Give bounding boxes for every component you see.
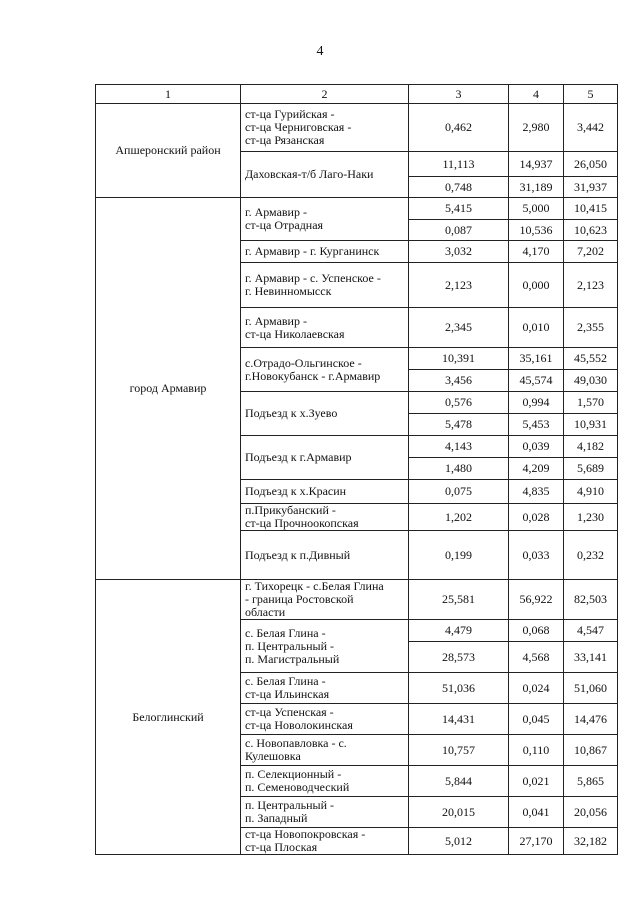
route-cell xyxy=(241,620,409,673)
value-cell-col-3: 5,012 xyxy=(409,828,509,855)
value-cell-col-3: 25,581 xyxy=(409,580,509,620)
route-cell xyxy=(241,504,409,531)
value-cell-col-3: 0,576 xyxy=(409,392,509,414)
value-cell-col-5: 31,937 xyxy=(564,177,618,198)
value-cell-col-3: 14,431 xyxy=(409,704,509,735)
value-cell-col-4: 0,033 xyxy=(509,531,564,580)
route-name-line: п.Прикубанский - xyxy=(245,503,336,517)
value-cell-col-5: 1,570 xyxy=(564,392,618,414)
value-cell-col-5: 14,476 xyxy=(564,704,618,735)
value-cell-col-5: 82,503 xyxy=(564,580,618,620)
value-cell-col-5: 26,050 xyxy=(564,152,618,177)
route-name-line: Подъезд к х.Красин xyxy=(245,484,347,498)
value-cell-col-3: 28,573 xyxy=(409,642,509,673)
route-name-line: п. Центральный - xyxy=(245,638,335,653)
value-cell-col-4: 0,110 xyxy=(509,735,564,766)
header-col-2: 2 xyxy=(241,85,409,104)
route-name-line: ст-ца Новопокровская - xyxy=(245,827,366,841)
value-cell-col-4: 45,574 xyxy=(509,370,564,392)
value-cell-col-3: 3,456 xyxy=(409,370,509,392)
route-cell xyxy=(241,480,409,504)
value-cell-col-5: 0,232 xyxy=(564,531,618,580)
route-cell xyxy=(241,673,409,704)
route-cell xyxy=(241,152,409,198)
value-cell-col-4: 10,536 xyxy=(509,220,564,241)
value-cell-col-3: 0,462 xyxy=(409,104,509,152)
value-cell-col-3: 10,391 xyxy=(409,348,509,370)
value-cell-col-5: 10,931 xyxy=(564,414,618,436)
district-cell: город Армавир xyxy=(96,198,241,580)
route-cell xyxy=(241,241,409,263)
value-cell-col-4: 0,068 xyxy=(509,620,564,642)
route-name-line: г. Армавир - г. Курганинск xyxy=(245,244,380,258)
value-cell-col-4: 2,980 xyxy=(509,104,564,152)
route-name-line: Подъезд к г.Армавир xyxy=(245,450,352,464)
route-name-line: - граница Ростовской xyxy=(245,592,354,606)
value-cell-col-5: 2,123 xyxy=(564,263,618,308)
value-cell-col-5: 2,355 xyxy=(564,308,618,348)
route-name-line: ст-ца Плоская xyxy=(245,840,318,854)
value-cell-col-4: 0,039 xyxy=(509,436,564,458)
value-cell-col-4: 5,453 xyxy=(509,414,564,436)
value-cell-col-3: 11,113 xyxy=(409,152,509,177)
header-row xyxy=(96,85,618,104)
route-name-line: области xyxy=(245,605,286,619)
route-cell xyxy=(241,735,409,766)
route-cell xyxy=(241,308,409,348)
route-name-line: п. Семеноводческий xyxy=(245,780,350,794)
route-cell xyxy=(241,531,409,580)
route-name-line: ст-ца Гурийская - xyxy=(245,107,335,121)
value-cell-col-4: 27,170 xyxy=(509,828,564,855)
route-name-line: п. Магистральный xyxy=(245,651,340,666)
route-name-line: ст-ца Ильинская xyxy=(245,687,330,701)
value-cell-col-4: 0,045 xyxy=(509,704,564,735)
value-cell-col-3: 5,478 xyxy=(409,414,509,436)
route-name-line: ст-ца Черниговская - xyxy=(245,120,352,134)
route-cell xyxy=(241,348,409,392)
table-row xyxy=(96,104,618,152)
value-cell-col-3: 20,015 xyxy=(409,797,509,828)
value-cell-col-5: 32,182 xyxy=(564,828,618,855)
route-cell xyxy=(241,797,409,828)
value-cell-col-4: 5,000 xyxy=(509,198,564,220)
route-name-line: Подъезд к п.Дивный xyxy=(245,547,351,562)
route-name-line: Даховская-т/б Лаго-Наки xyxy=(245,167,374,181)
value-cell-col-3: 2,345 xyxy=(409,308,509,348)
route-name-line: Подъезд к х.Зуево xyxy=(245,406,338,420)
value-cell-col-5: 5,865 xyxy=(564,766,618,797)
value-cell-col-5: 45,552 xyxy=(564,348,618,370)
value-cell-col-4: 0,021 xyxy=(509,766,564,797)
value-cell-col-3: 51,036 xyxy=(409,673,509,704)
value-cell-col-4: 4,170 xyxy=(509,241,564,263)
district-cell: Белоглинский xyxy=(96,580,241,855)
value-cell-col-5: 4,547 xyxy=(564,620,618,642)
route-name-line: г. Невинномысск xyxy=(245,284,332,298)
value-cell-col-4: 4,209 xyxy=(509,458,564,480)
value-cell-col-5: 51,060 xyxy=(564,673,618,704)
route-name-line: г.Новокубанск - г.Армавир xyxy=(245,368,381,383)
route-cell xyxy=(241,263,409,308)
table-row xyxy=(96,198,618,220)
header-col-5: 5 xyxy=(564,85,618,104)
value-cell-col-5: 49,030 xyxy=(564,370,618,392)
route-name-line: с. Белая Глина - xyxy=(245,674,326,688)
route-name-line: ст-ца Прочноокопская xyxy=(245,516,359,530)
value-cell-col-5: 7,202 xyxy=(564,241,618,263)
value-cell-col-4: 31,189 xyxy=(509,177,564,198)
page-number: 4 xyxy=(316,44,324,59)
route-name-line: г. Армавир - xyxy=(245,313,307,328)
value-cell-col-4: 0,041 xyxy=(509,797,564,828)
value-cell-col-5: 4,910 xyxy=(564,480,618,504)
route-name-line: ст-ца Отрадная xyxy=(245,218,324,232)
value-cell-col-3: 0,075 xyxy=(409,480,509,504)
value-cell-col-5: 33,141 xyxy=(564,642,618,673)
value-cell-col-3: 3,032 xyxy=(409,241,509,263)
route-name-line: п. Западный xyxy=(245,811,308,825)
value-cell-col-3: 2,123 xyxy=(409,263,509,308)
route-cell xyxy=(241,766,409,797)
value-cell-col-5: 1,230 xyxy=(564,504,618,531)
header-col-3: 3 xyxy=(409,85,509,104)
value-cell-col-5: 10,415 xyxy=(564,198,618,220)
value-cell-col-5: 5,689 xyxy=(564,458,618,480)
route-cell xyxy=(241,436,409,480)
route-cell xyxy=(241,580,409,620)
route-cell xyxy=(241,392,409,436)
header-col-4: 4 xyxy=(509,85,564,104)
route-cell xyxy=(241,704,409,735)
value-cell-col-5: 3,442 xyxy=(564,104,618,152)
value-cell-col-4: 0,000 xyxy=(509,263,564,308)
route-name-line: ст-ца Успенская - xyxy=(245,705,334,719)
route-name-line: ст-ца Новолокинская xyxy=(245,718,353,732)
value-cell-col-3: 5,844 xyxy=(409,766,509,797)
route-name-line: с. Белая Глина - xyxy=(245,625,326,640)
value-cell-col-3: 1,202 xyxy=(409,504,509,531)
route-cell xyxy=(241,828,409,855)
value-cell-col-4: 56,922 xyxy=(509,580,564,620)
value-cell-col-3: 1,480 xyxy=(409,458,509,480)
value-cell-col-3: 4,479 xyxy=(409,620,509,642)
route-name-line: ст-ца Николаевская xyxy=(245,326,345,341)
value-cell-col-5: 10,623 xyxy=(564,220,618,241)
value-cell-col-4: 35,161 xyxy=(509,348,564,370)
value-cell-col-5: 10,867 xyxy=(564,735,618,766)
route-name-line: с. Новопавловка - с. xyxy=(245,736,347,750)
value-cell-col-3: 0,199 xyxy=(409,531,509,580)
value-cell-col-5: 20,056 xyxy=(564,797,618,828)
route-name-line: Кулешовка xyxy=(245,749,301,763)
route-name-line: г. Армавир - xyxy=(245,205,307,219)
value-cell-col-4: 0,028 xyxy=(509,504,564,531)
value-cell-col-4: 14,937 xyxy=(509,152,564,177)
route-name-line: п. Центральный - xyxy=(245,798,335,812)
value-cell-col-3: 5,415 xyxy=(409,198,509,220)
value-cell-col-4: 4,568 xyxy=(509,642,564,673)
value-cell-col-3: 0,087 xyxy=(409,220,509,241)
route-cell xyxy=(241,104,409,152)
route-name-line: г. Армавир - с. Успенское - xyxy=(245,271,381,285)
roads-table xyxy=(95,84,618,855)
route-cell xyxy=(241,198,409,241)
value-cell-col-3: 4,143 xyxy=(409,436,509,458)
value-cell-col-4: 0,994 xyxy=(509,392,564,414)
value-cell-col-5: 4,182 xyxy=(564,436,618,458)
value-cell-col-4: 0,010 xyxy=(509,308,564,348)
value-cell-col-4: 4,835 xyxy=(509,480,564,504)
value-cell-col-4: 0,024 xyxy=(509,673,564,704)
district-cell: Апшеронский район xyxy=(96,104,241,198)
route-name-line: п. Селекционный - xyxy=(245,767,342,781)
table-row xyxy=(96,580,618,620)
value-cell-col-3: 0,748 xyxy=(409,177,509,198)
header-col-1: 1 xyxy=(96,85,241,104)
value-cell-col-3: 10,757 xyxy=(409,735,509,766)
route-name-line: ст-ца Рязанская xyxy=(245,133,325,147)
route-name-line: г. Тихорецк - с.Белая Глина xyxy=(245,579,384,593)
route-name-line: с.Отрадо-Ольгинское - xyxy=(245,355,362,370)
